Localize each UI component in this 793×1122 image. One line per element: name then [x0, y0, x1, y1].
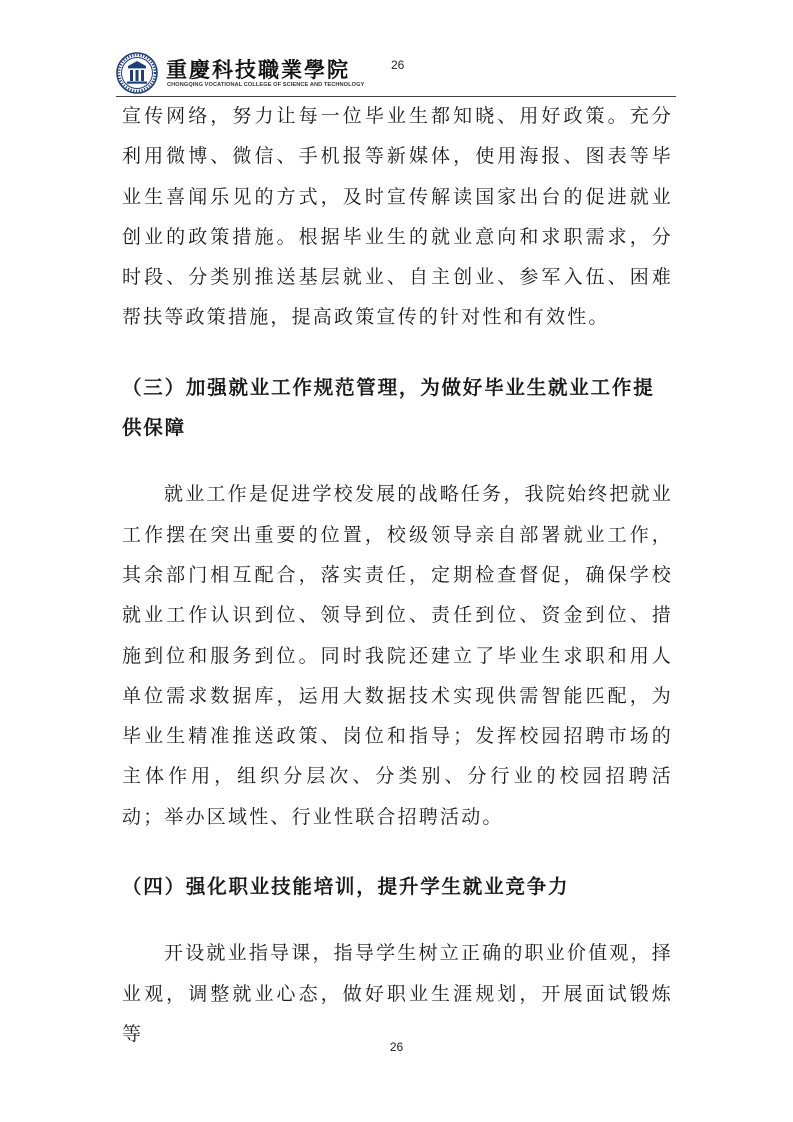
college-seal-logo [116, 52, 158, 94]
footer-page-number: 26 [389, 1040, 404, 1054]
section-heading-4: （四）强化职业技能培训，提升学生就业竞争力 [122, 875, 570, 899]
spacer [122, 837, 673, 867]
spacer [122, 907, 673, 933]
paragraph-career-guidance: 开设就业指导课，指导学生树立正确的职业价值观，择业观，调整就业心态，做好职业生涯规划，开展面试锻炼等 [122, 942, 673, 1045]
college-name-en: CHONGQING VOCATIONAL COLLEGE OF SCIENCE AND TECHNOLOGY [167, 82, 365, 88]
page-header [116, 52, 676, 96]
college-name-cn: 重慶科技職業學院 [166, 57, 350, 82]
section-heading-3: （三）加强就业工作规范管理，为做好毕业生就业工作提供保障 [122, 375, 655, 440]
paragraph-employment-management: 就业工作是促进学校发展的战略任务，我院始终把就业工作摆在突出重要的位置，校级领导亲自部署就业工作，其余部门相互配合，落实责任，定期检查督促，确保学校就业工作认识到位、领导到位、责任到位、资金到位、措施到位和服务到位。同时我院还建立了毕业生求职和用人单位需求数据库，运用大数据技术实现供需智能匹配，为毕业生精准推送政策、岗位和指导；发挥校园招聘市场的主体作用，组织分层次、分类别、分行业的校园招聘活动；举办区域性、行业性联合招聘活动。 [122, 483, 673, 828]
paragraph-policy-publicity: 宣传网络，努力让每一位毕业生都知晓、用好政策。充分利用微博、微信、手机报等新媒体，使用海报、图表等毕业生喜闻乐见的方式，及时宣传解读国家出台的促进就业创业的政策措施。根据毕业生的就业意向和求职需求，分时段、分类别推送基层就业、自主创业、参军入伍、困难帮扶等政策措施，提高政策宣传的针对性和有效性。 [122, 105, 673, 329]
spacer [122, 338, 673, 368]
page-body [122, 96, 673, 1054]
spacer [122, 448, 673, 474]
header-page-number: 26 [391, 58, 405, 72]
